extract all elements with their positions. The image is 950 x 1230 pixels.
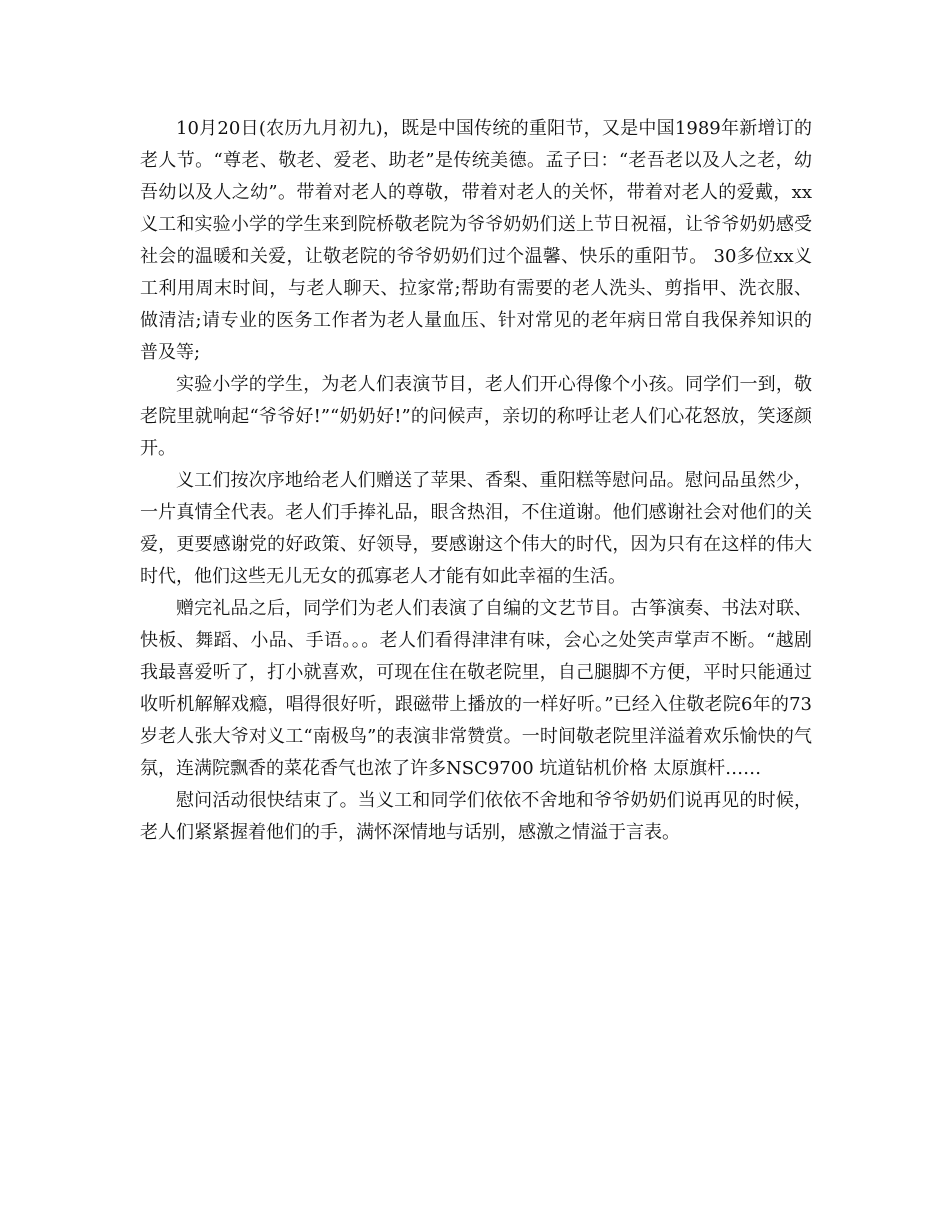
paragraph-2: 实验小学的学生，为老人们表演节目，老人们开心得像个小孩。同学们一到，敬老院里就响起“爷爷好!”“奶奶好!”的问候声，亲切的称呼让老人们心花怒放，笑逐颜开。 xyxy=(140,374,812,459)
paragraph-4: 赠完礼品之后，同学们为老人们表演了自编的文艺节目。古筝演奏、书法对联、快板、舞蹈、小品、手语。。。老人们看得津津有味，会心之处笑声掌声不断。“越剧我最喜爱听了，打小就喜欢，可现在住在敬老院里，自己腿脚不方便，平时只能通过收听机解解戏瘾，唱得很好听，跟磁带上播放的一样好听。”已经入住敬老院6年的73岁老人张大爷对义工“南极鸟”的表演非常赞赏。一时间敬老院里洋溢着欢乐愉快的气氛，连满院飘香的菜花香气也浓了许多NSC9700 坑道钻机价格 太原旗杆…… xyxy=(140,598,812,779)
document-body xyxy=(140,113,812,849)
paragraph-1: 10月20日(农历九月初九)，既是中国传统的重阳节，又是中国1989年新增订的老人节。“尊老、敬老、爱老、助老”是传统美德。孟子曰：“老吾老以及人之老，幼吾幼以及人之幼”。带着对老人的尊敬，带着对老人的关怀，带着对老人的爱戴，xx义工和实验小学的学生来到院桥敬老院为爷爷奶奶们送上节日祝福，让爷爷奶奶感受社会的温暖和关爱，让敬老院的爷爷奶奶们过个温馨、快乐的重阳节。 30多位xx义工利用周末时间，与老人聊天、拉家常;帮助有需要的老人洗头、剪指甲、洗衣服、做清洁;请专业的医务工作者为老人量血压、针对常见的老年病日常自我保养知识的普及等; xyxy=(140,118,812,363)
paragraph-5: 慰问活动很快结束了。当义工和同学们依依不舍地和爷爷奶奶们说再见的时候，老人们紧紧握着他们的手，满怀深情地与话别，感激之情溢于言表。 xyxy=(140,790,812,843)
paragraph-3: 义工们按次序地给老人们赠送了苹果、香梨、重阳糕等慰问品。慰问品虽然少，一片真情全代表。老人们手捧礼品，眼含热泪，不住道谢。他们感谢社会对他们的关爱，更要感谢党的好政策、好领导，要感谢这个伟大的时代，因为只有在这样的伟大时代，他们这些无儿无女的孤寡老人才能有如此幸福的生活。 xyxy=(140,470,812,587)
